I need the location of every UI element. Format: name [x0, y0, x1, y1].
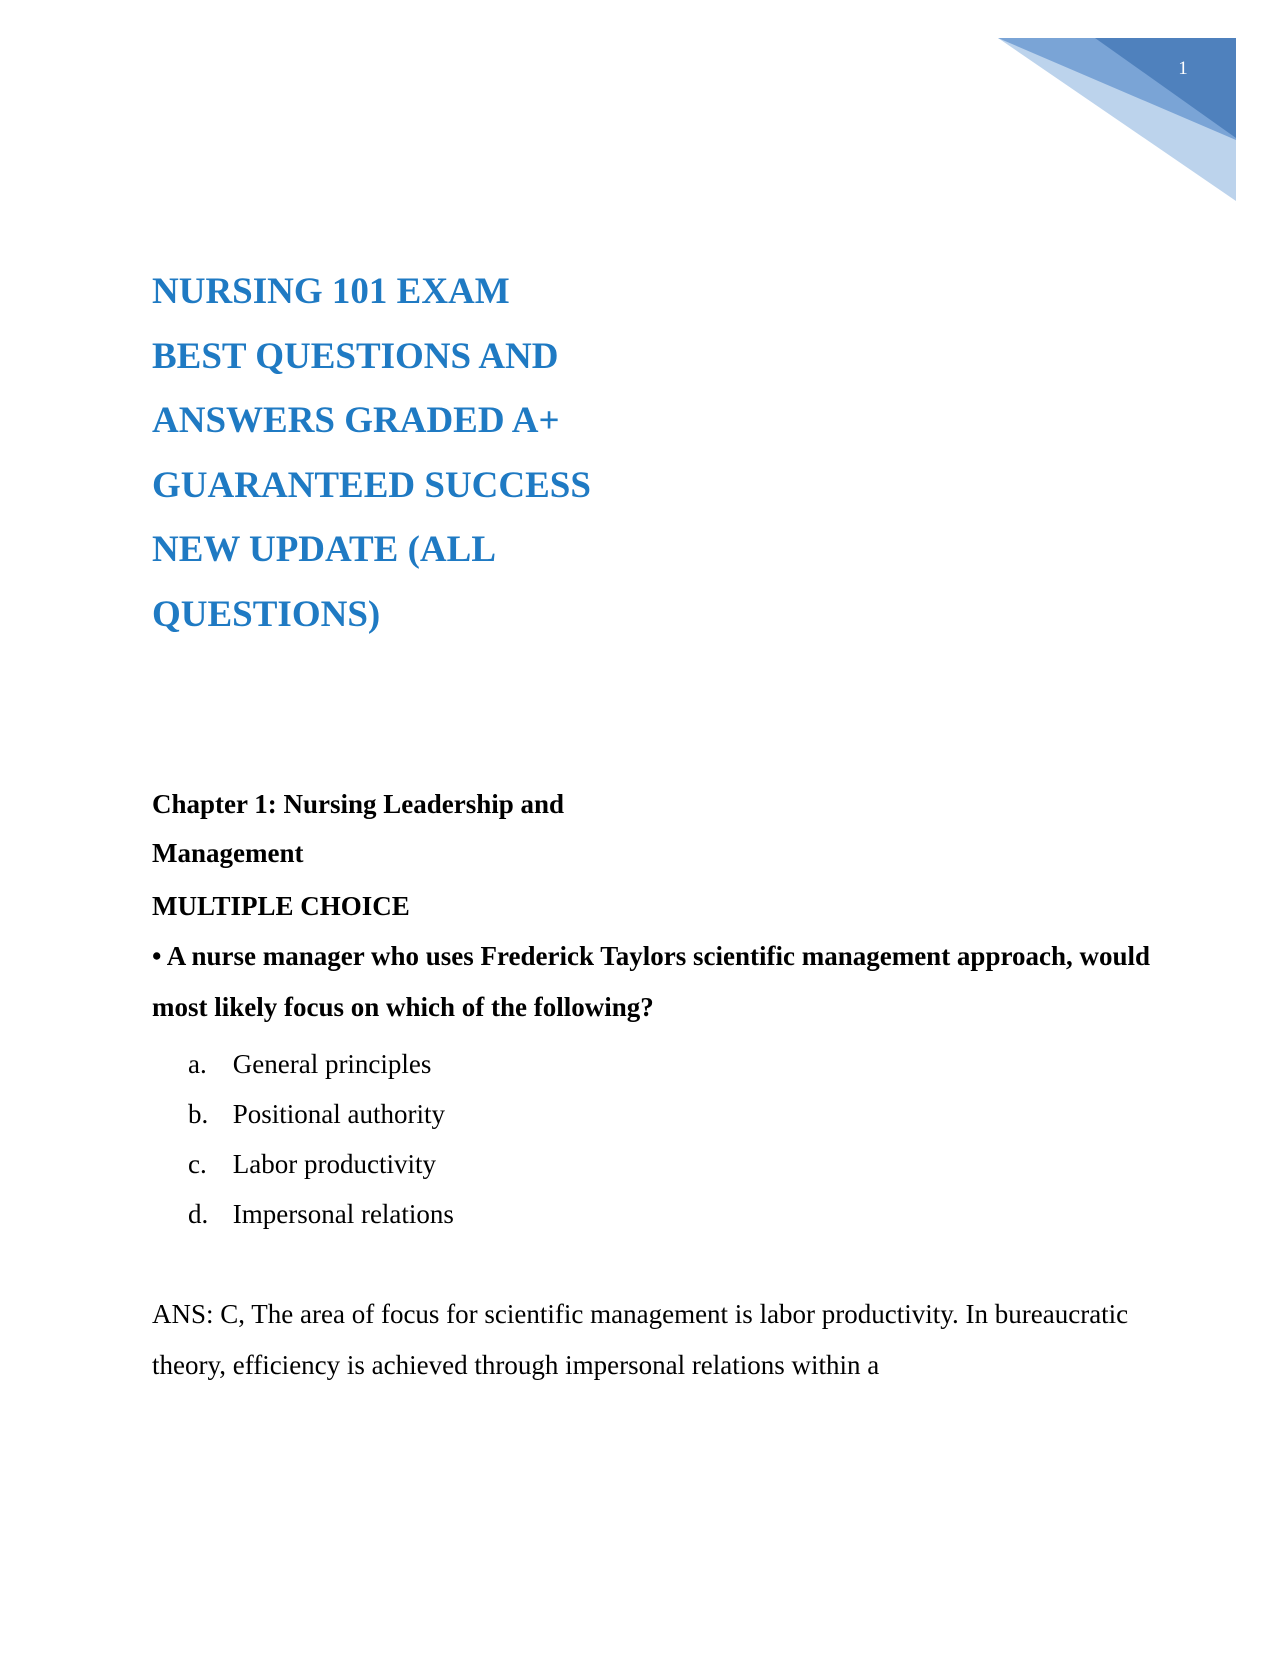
section-label: MULTIPLE CHOICE [152, 891, 410, 921]
option-d [188, 1189, 1152, 1239]
title-line: NURSING 101 EXAM [152, 271, 510, 312]
option-letter: c. [188, 1149, 207, 1179]
answer-options [152, 1039, 1152, 1239]
question-body: A nurse manager who uses Frederick Taylors scientific management approach, would most likely focus on which of the following? [152, 941, 1150, 1022]
title-line: GUARANTEED SUCCESS [152, 464, 591, 506]
chapter-heading-line: Management [152, 838, 304, 868]
option-text: General principles [232, 1049, 432, 1079]
option-text: Labor productivity [232, 1149, 436, 1179]
document-body [152, 780, 1152, 1391]
option-letter: b. [188, 1099, 209, 1129]
option-letter: d. [188, 1199, 209, 1229]
bullet-icon: • [152, 941, 162, 971]
chapter-heading-line: Chapter 1: Nursing Leadership and [152, 789, 565, 819]
page-corner-decoration [0, 0, 1280, 220]
option-c [188, 1139, 1152, 1189]
title-line: BEST QUESTIONS AND [152, 335, 559, 377]
title-line: ANSWERS GRADED A+ [152, 400, 560, 441]
option-text: Positional authority [232, 1099, 445, 1129]
page-number: 1 [1178, 58, 1188, 79]
option-a [188, 1039, 1152, 1089]
question-text [152, 931, 1152, 1033]
chapter-heading [152, 780, 1152, 878]
answer-explanation: ANS: C, The area of focus for scientific management is labor productivity. In bureaucratic theory, efficiency is achieved through impersonal relations within a [152, 1299, 1129, 1380]
title-line: NEW UPDATE (ALL [152, 529, 497, 570]
option-b [188, 1089, 1152, 1139]
option-text: Impersonal relations [232, 1199, 454, 1229]
document-title [152, 260, 852, 647]
title-line: QUESTIONS) [152, 593, 381, 635]
option-letter: a. [188, 1049, 207, 1079]
